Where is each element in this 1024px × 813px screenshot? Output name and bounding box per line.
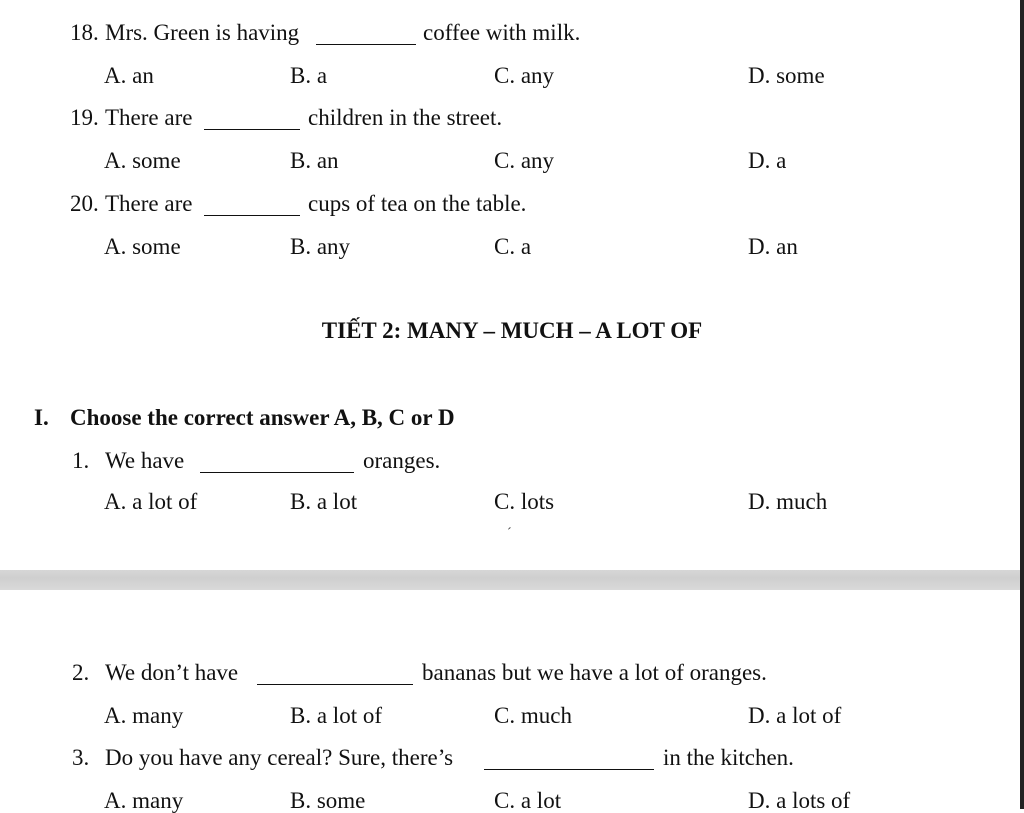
question-number: 20. [70,191,99,216]
question-number: 2. [72,660,90,685]
option-c: C. a [494,234,532,259]
document-page-bottom [0,590,1024,813]
answer-blank [316,44,416,45]
question-number: 3. [72,745,90,770]
option-d: D. a lot of [748,703,842,728]
question-text: Do you have any cereal? Sure, there’s [105,745,454,770]
option-c: C. any [494,148,555,173]
option-a: A. some [104,234,181,259]
answer-blank [484,769,654,770]
option-a: A. a lot of [104,489,198,514]
question-number: 19. [70,105,99,130]
question-text: children in the street. [308,105,503,130]
option-a: A. some [104,148,181,173]
option-c: C. a lot [494,788,562,813]
option-b: B. a lot of [290,703,382,728]
option-b: B. any [290,234,351,259]
window-edge [1020,0,1024,809]
option-c: C. much [494,703,572,728]
question-text: There are [105,105,193,130]
option-d: D. much [748,489,828,514]
option-d: D. a [748,148,787,173]
option-d: D. a lots of [748,788,851,813]
question-text: Mrs. Green is having [105,20,300,45]
question-number: 18. [70,20,99,45]
option-c: C. lots [494,489,555,514]
question-text: There are [105,191,193,216]
answer-blank [200,472,354,473]
option-d: D. some [748,63,825,88]
option-a: A. many [104,703,184,728]
stray-pen-mark: ˊ [507,526,512,541]
answer-blank [204,215,300,216]
question-text: cups of tea on the table. [308,191,527,216]
answer-blank [257,684,413,685]
page-separator [0,570,1024,590]
part-instructions: Choose the correct answer A, B, C or D [70,405,455,430]
option-c: C. any [494,63,555,88]
section-title: TIẾT 2: MANY – MUCH – A LOT OF [321,318,703,343]
question-text: bananas but we have a lot of oranges. [422,660,767,685]
option-b: B. an [290,148,339,173]
question-number: 1. [72,448,90,473]
option-d: D. an [748,234,798,259]
option-b: B. a [290,63,328,88]
question-text: oranges. [363,448,441,473]
question-text: in the kitchen. [663,745,794,770]
answer-blank [204,129,300,130]
option-a: A. an [104,63,154,88]
option-b: B. a lot [290,489,358,514]
option-b: B. some [290,788,366,813]
question-text: coffee with milk. [423,20,581,45]
part-number: I. [34,405,49,430]
question-text: We have [105,448,185,473]
option-a: A. many [104,788,184,813]
question-text: We don’t have [105,660,239,685]
